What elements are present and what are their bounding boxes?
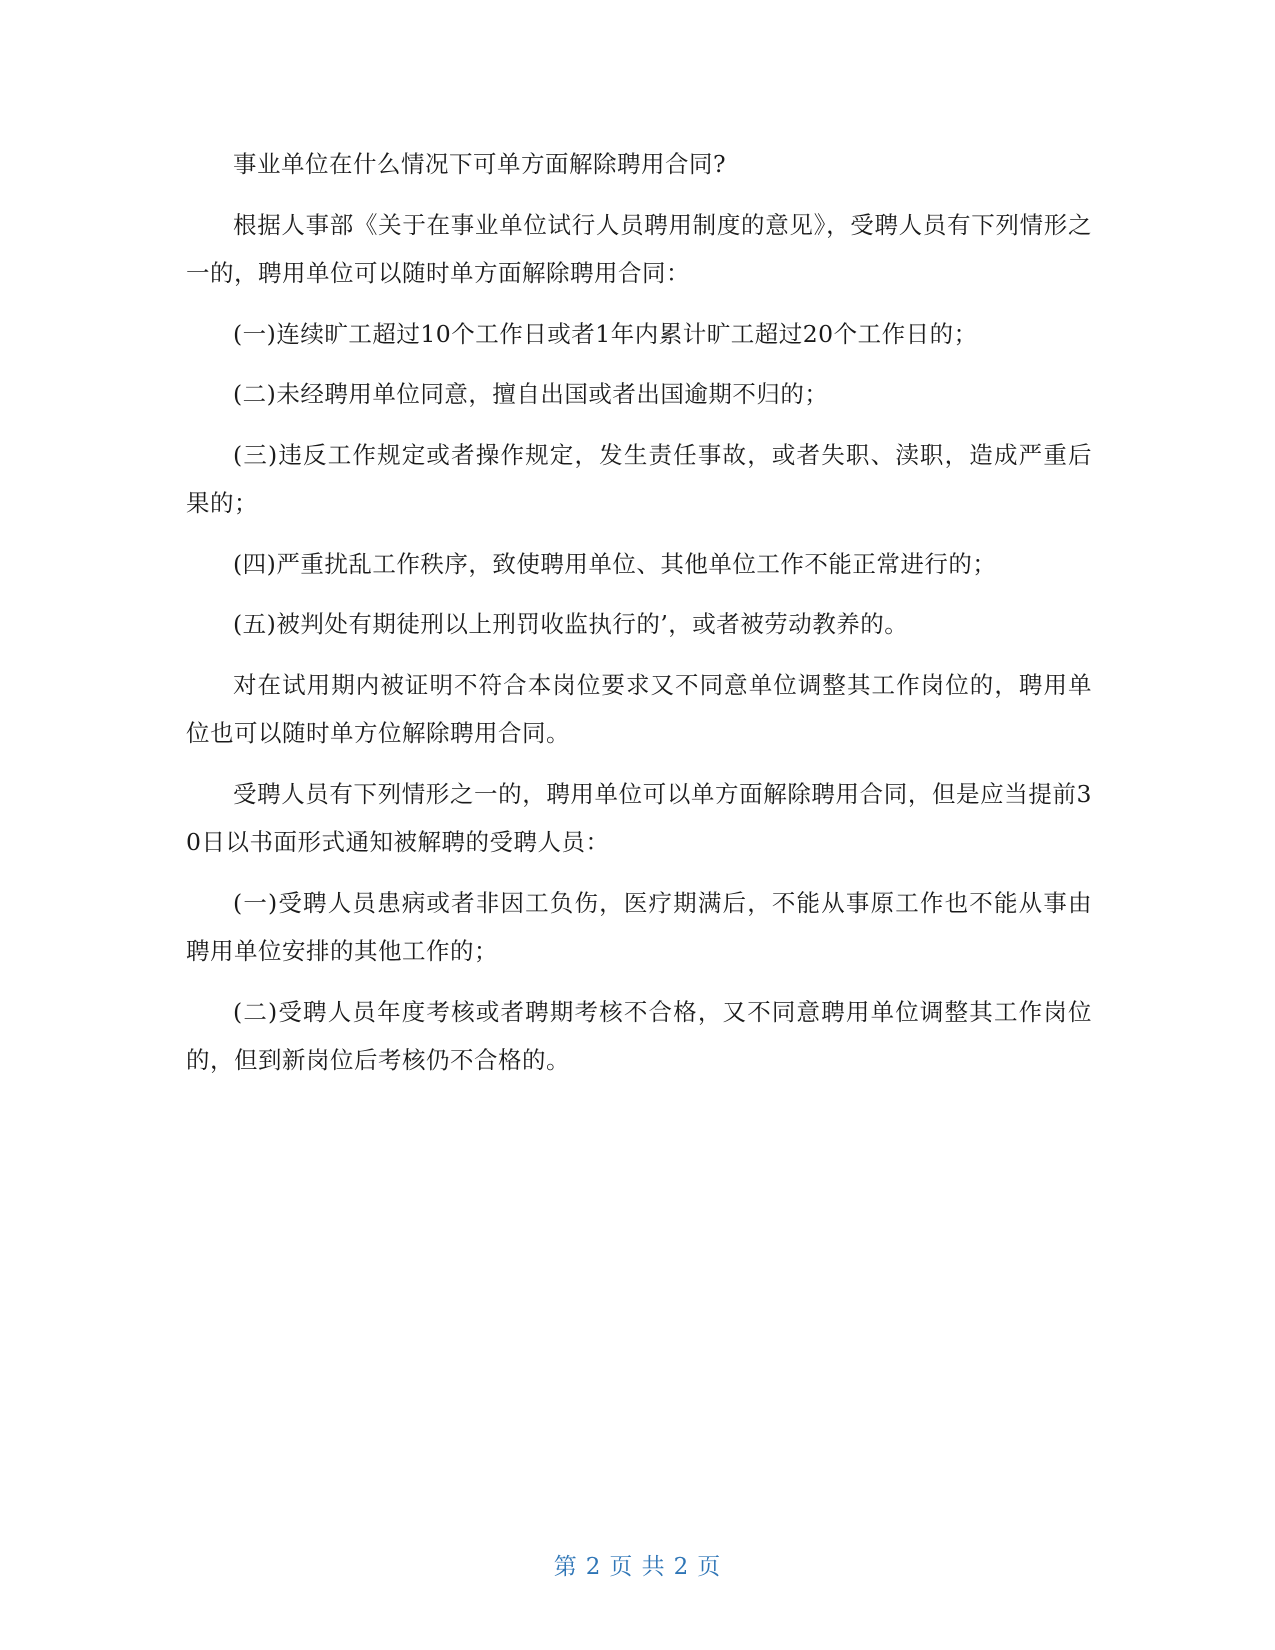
list-item: (二)未经聘用单位同意，擅自出国或者出国逾期不归的； (233, 380, 829, 408)
list-item: (三)违反工作规定或者操作规定，发生责任事故，或者失职、渎职，造成严重后果的； (186, 440, 1092, 517)
list-item: (一)受聘人员患病或者非因工负伤，医疗期满后，不能从事原工作也不能从事由聘用单位安排的其他工作的； (186, 888, 1092, 965)
list-item: (二)受聘人员年度考核或者聘期考核不合格，又不同意聘用单位调整其工作岗位的，但到新岗位后考核仍不合格的。 (186, 997, 1092, 1074)
list-item: (五)被判处有期徒刑以上刑罚收监执行的’，或者被劳动教养的。 (233, 610, 909, 638)
page-footer (0, 1548, 1275, 1581)
total-page-number: 2 (673, 1554, 690, 1580)
list-item: (一)连续旷工超过10个工作日或者1年内累计旷工超过20个工作日的； (233, 319, 978, 348)
question-heading: 事业单位在什么情况下可单方面解除聘用合同? (233, 150, 727, 178)
paragraph-notice: 受聘人员有下列情形之一的，聘用单位可以单方面解除聘用合同，但是应当提前30日以书面形式通知被解聘的受聘人员： (186, 779, 1092, 856)
paragraph-probation: 对在试用期内被证明不符合本岗位要求又不同意单位调整其工作岗位的，聘用单位也可以随时单方位解除聘用合同。 (186, 670, 1092, 747)
footer-prefix: 第 (553, 1554, 578, 1580)
footer-mid: 页 共 (609, 1554, 666, 1580)
footer-suffix: 页 (697, 1554, 722, 1580)
current-page-number: 2 (585, 1554, 602, 1580)
paragraph-intro: 根据人事部《关于在事业单位试行人员聘用制度的意见》，受聘人员有下列情形之一的，聘用单位可以随时单方面解除聘用合同： (186, 210, 1092, 287)
document-body (186, 140, 1092, 1097)
list-item: (四)严重扰乱工作秩序，致使聘用单位、其他单位工作不能正常进行的； (233, 549, 997, 578)
